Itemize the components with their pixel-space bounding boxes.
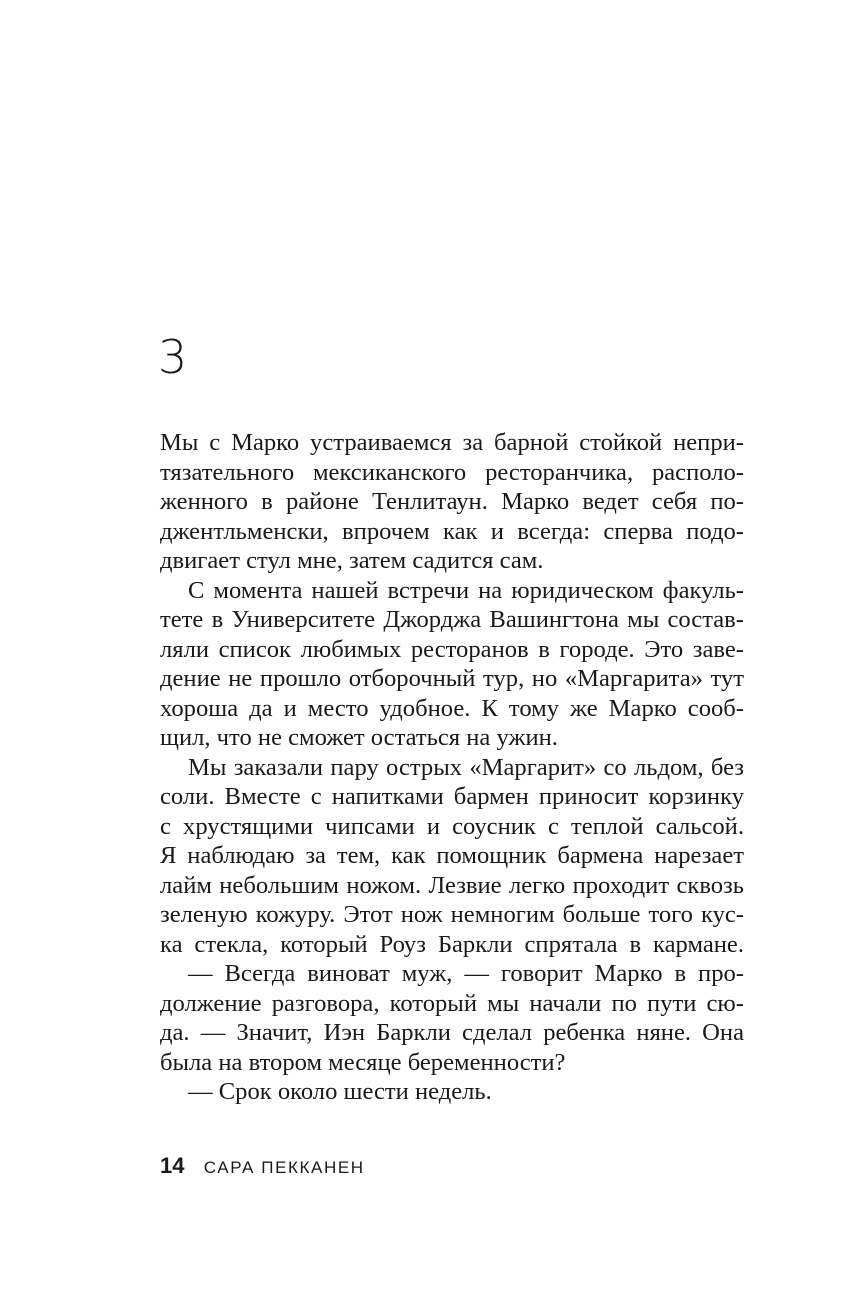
text-line: да. — Значит, Иэн Баркли сделал ребенка няне. Она <box>160 1019 744 1046</box>
text-line: соли. Вместе с напитками бармен приносит корзинку <box>160 783 744 810</box>
text-line: зеленую кожуру. Этот нож немногим больше того кус- <box>160 901 744 928</box>
text-line: джентльменски, впрочем как и всегда: сперва подо- <box>160 517 744 545</box>
page-footer <box>160 1153 365 1178</box>
text-line: ка стекла, который Роуз Баркли спрятала в кармане. <box>160 930 744 958</box>
running-head-author: САРА ПЕККАНЕН <box>203 1158 365 1177</box>
text-line: Мы с Марко устраиваемся за барной стойкой непри- <box>160 429 744 456</box>
chapter-number: 3 <box>158 330 188 384</box>
text-line: дение не прошло отборочный тур, но «Маргарита» тут <box>160 665 744 692</box>
text-line: — Срок около шести недель. <box>188 1078 492 1105</box>
text-line: щил, что не сможет остаться на ужин. <box>160 724 558 751</box>
body-text <box>160 428 744 1107</box>
text-line: с хрустящими чипсами и соусник с теплой сальсой. <box>160 812 744 840</box>
text-line: Я наблюдаю за тем, как помощник бармена нарезает <box>160 842 744 869</box>
text-line: была на втором месяце беременности? <box>160 1048 566 1076</box>
text-line: тязательного мексиканского ресторанчика, располо- <box>160 458 744 486</box>
page-number: 14 <box>160 1153 185 1178</box>
text-line: Мы заказали пару острых «Маргарит» со льдом, без <box>188 753 744 781</box>
text-line: хороша да и место удобное. К тому же Марко сооб- <box>160 694 744 722</box>
text-line: С момента нашей встречи на юридическом факуль- <box>188 576 744 604</box>
text-line: ляли список любимых ресторанов в городе. Это заве- <box>160 635 744 663</box>
text-line: женного в районе Тенлитаун. Марко ведет себя по- <box>160 488 744 515</box>
text-line: лайм небольшим ножом. Лезвие легко проходит сквозь <box>160 871 744 899</box>
text-line: должение разговора, который мы начали по пути сю- <box>160 989 744 1017</box>
text-line: двигает стул мне, затем садится сам. <box>160 547 544 574</box>
text-line: — Всегда виноват муж, — говорит Марко в про- <box>188 960 744 987</box>
text-line: тете в Университете Джорджа Вашингтона мы состав- <box>160 606 744 633</box>
